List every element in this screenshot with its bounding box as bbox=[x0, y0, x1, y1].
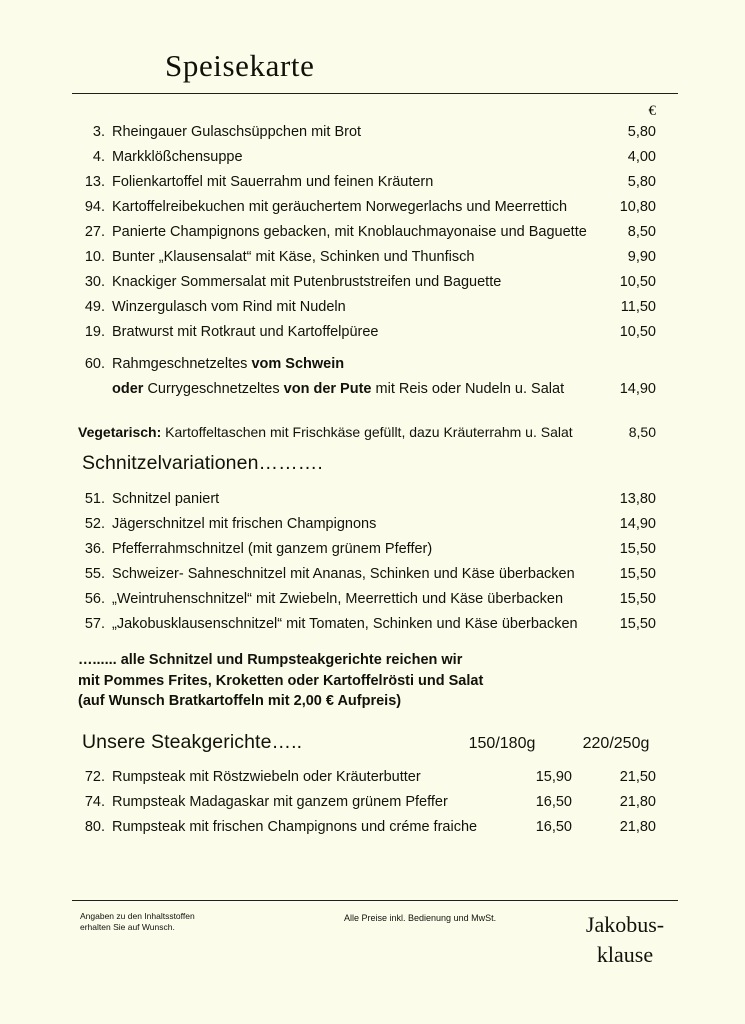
steak-column-small: 150/180g bbox=[468, 735, 536, 752]
item-60-group bbox=[0, 352, 745, 402]
item-name: Schnitzel paniert bbox=[112, 491, 220, 507]
menu-row bbox=[0, 120, 745, 145]
logo-line-2: klause bbox=[596, 942, 654, 967]
header-divider bbox=[72, 93, 678, 94]
section-heading-schnitzel: Schnitzelvariationen………. bbox=[82, 452, 323, 474]
item-price-small: 16,50 bbox=[535, 819, 572, 835]
item-name: Knackiger Sommersalat mit Putenbruststreifen und Baguette bbox=[112, 274, 502, 290]
item-price: 10,80 bbox=[619, 199, 656, 215]
steak-column-large: 220/250g bbox=[582, 735, 650, 752]
menu-row bbox=[0, 270, 745, 295]
item-name: Schweizer- Sahneschnitzel mit Ananas, Schinken und Käse überbacken bbox=[112, 566, 575, 582]
allergen-note-line-2: erhalten Sie auf Wunsch. bbox=[80, 922, 175, 932]
currency-header: € bbox=[648, 103, 656, 119]
item-number: 30. bbox=[84, 274, 105, 290]
serving-note bbox=[78, 650, 483, 712]
item-price: 4,00 bbox=[627, 149, 656, 165]
menu-row-continuation bbox=[0, 377, 745, 402]
item-name: Rumpsteak mit Röstzwiebeln oder Kräuterbutter bbox=[112, 769, 421, 785]
item-name: Panierte Champignons gebacken, mit Knoblauchmayonaise und Baguette bbox=[112, 224, 587, 240]
item-price: 14,90 bbox=[619, 381, 656, 397]
steak-items-list bbox=[0, 765, 745, 840]
item-name: Folienkartoffel mit Sauerrahm und feinen Kräutern bbox=[112, 174, 434, 190]
item-number: 72. bbox=[84, 769, 105, 785]
item-number: 36. bbox=[84, 541, 105, 557]
item-name: Bunter „Klausensalat“ mit Käse, Schinken und Thunfisch bbox=[112, 249, 475, 265]
menu-row bbox=[0, 220, 745, 245]
menu-row bbox=[0, 815, 745, 840]
menu-row bbox=[0, 487, 745, 512]
item-price-large: 21,80 bbox=[619, 819, 656, 835]
schnitzel-items-list bbox=[0, 487, 745, 637]
item-name: „Weintruhenschnitzel“ mit Zwiebeln, Meerrettich und Käse überbacken bbox=[112, 591, 564, 607]
restaurant-logo bbox=[565, 910, 685, 970]
item-price: 13,80 bbox=[619, 491, 656, 507]
item-price: 14,90 bbox=[619, 516, 656, 532]
item-name: Vegetarisch: Kartoffeltaschen mit Frischkäse gefüllt, dazu Kräuterrahm u. Salat bbox=[78, 424, 573, 440]
item-name: Kartoffelreibekuchen mit geräuchertem Norwegerlachs und Meerrettich bbox=[112, 199, 568, 215]
item-price-large: 21,50 bbox=[619, 769, 656, 785]
logo-line-1: Jakobus- bbox=[585, 912, 665, 937]
item-price-small: 15,90 bbox=[535, 769, 572, 785]
item-price: 15,50 bbox=[619, 591, 656, 607]
item-price: 8,50 bbox=[627, 224, 656, 240]
item-number: 74. bbox=[84, 794, 105, 810]
item-name: Rumpsteak mit frischen Champignons und créme fraiche bbox=[112, 819, 478, 835]
main-items-list bbox=[0, 120, 745, 345]
page-title: Speisekarte bbox=[165, 48, 315, 83]
menu-row bbox=[0, 537, 745, 562]
menu-row bbox=[0, 512, 745, 537]
item-price: 15,50 bbox=[619, 616, 656, 632]
menu-row bbox=[0, 587, 745, 612]
item-number: 94. bbox=[84, 199, 105, 215]
item-number: 13. bbox=[84, 174, 105, 190]
item-number: 57. bbox=[84, 616, 105, 632]
item-number: 56. bbox=[84, 591, 105, 607]
item-name: Rumpsteak Madagaskar mit ganzem grünem Pfeffer bbox=[112, 794, 448, 810]
item-number: 19. bbox=[84, 324, 105, 340]
item-number: 51. bbox=[84, 491, 105, 507]
item-number: 4. bbox=[92, 149, 105, 165]
item-name: Jägerschnitzel mit frischen Champignons bbox=[112, 516, 377, 532]
item-price: 9,90 bbox=[627, 249, 656, 265]
item-price: 5,80 bbox=[627, 174, 656, 190]
item-number: 27. bbox=[84, 224, 105, 240]
menu-row bbox=[0, 145, 745, 170]
item-price: 15,50 bbox=[619, 541, 656, 557]
serving-note-line-2: mit Pommes Frites, Kroketten oder Kartoffelrösti und Salat bbox=[78, 672, 484, 689]
item-price: 10,50 bbox=[619, 274, 656, 290]
menu-row bbox=[0, 170, 745, 195]
item-name: Rahmgeschnetzeltes vom Schwein bbox=[112, 356, 345, 372]
item-name: Rheingauer Gulaschsüppchen mit Brot bbox=[112, 124, 362, 140]
vegetarian-row bbox=[0, 420, 745, 444]
footer-divider bbox=[72, 900, 678, 901]
allergen-note-line-1: Angaben zu den Inhaltsstoffen bbox=[80, 911, 195, 921]
item-price: 10,50 bbox=[619, 324, 656, 340]
item-name: Pfefferrahmschnitzel (mit ganzem grünem Pfeffer) bbox=[112, 541, 433, 557]
item-number: 52. bbox=[84, 516, 105, 532]
menu-row bbox=[0, 790, 745, 815]
menu-row bbox=[0, 320, 745, 345]
menu-row bbox=[0, 245, 745, 270]
section-heading-steak: Unsere Steakgerichte….. bbox=[82, 731, 303, 753]
item-price-small: 16,50 bbox=[535, 794, 572, 810]
menu-row bbox=[0, 765, 745, 790]
allergen-note bbox=[80, 911, 195, 933]
menu-row bbox=[0, 612, 745, 637]
menu-row bbox=[0, 295, 745, 320]
price-disclaimer: Alle Preise inkl. Bedienung und MwSt. bbox=[344, 913, 497, 923]
item-number: 49. bbox=[84, 299, 105, 315]
item-name: Markklößchensuppe bbox=[112, 149, 243, 165]
menu-row bbox=[0, 562, 745, 587]
item-price: 11,50 bbox=[620, 299, 656, 315]
item-name: oder Currygeschnetzeltes von der Pute mit Reis oder Nudeln u. Salat bbox=[112, 381, 565, 397]
item-name: Winzergulasch vom Rind mit Nudeln bbox=[112, 299, 346, 315]
item-price-large: 21,80 bbox=[619, 794, 656, 810]
item-number: 3. bbox=[92, 124, 105, 140]
item-price: 5,80 bbox=[627, 124, 656, 140]
item-number: 55. bbox=[84, 566, 105, 582]
serving-note-line-1: …...... alle Schnitzel und Rumpsteakgerichte reichen wir bbox=[78, 652, 463, 668]
item-number: 80. bbox=[84, 819, 105, 835]
item-name: „Jakobusklausenschnitzel“ mit Tomaten, Schinken und Käse überbacken bbox=[112, 616, 578, 632]
item-price: 8,50 bbox=[628, 424, 656, 440]
item-number: 60. bbox=[84, 356, 105, 372]
serving-note-line-3: (auf Wunsch Bratkartoffeln mit 2,00 € Aufpreis) bbox=[78, 693, 402, 709]
item-price: 15,50 bbox=[619, 566, 656, 582]
menu-row bbox=[0, 352, 745, 377]
item-name: Bratwurst mit Rotkraut und Kartoffelpüree bbox=[112, 324, 379, 340]
item-number: 10. bbox=[84, 249, 105, 265]
menu-row bbox=[0, 195, 745, 220]
